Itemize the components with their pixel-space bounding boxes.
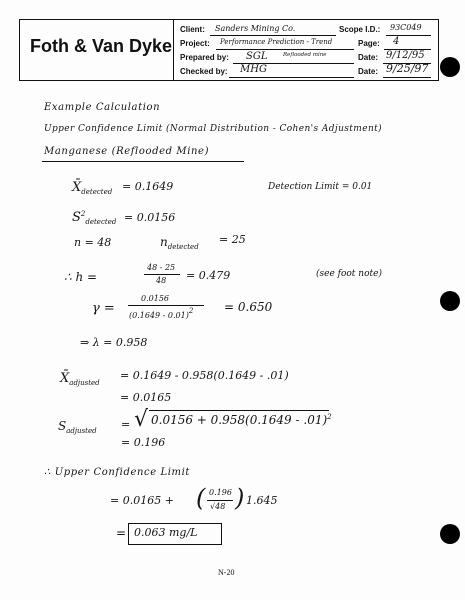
- title-ucl: Upper Confidence Limit (Normal Distribution - Cohen's Adjustment): [44, 124, 383, 134]
- n-detected-symbol: $n_{detected}$: [160, 235, 199, 251]
- page-number: N-20: [218, 568, 235, 577]
- xbar-adjusted-result: = 0.0165: [120, 391, 172, 404]
- title-manganese: Manganese (Reflooded Mine): [44, 146, 210, 157]
- result-equals: =: [116, 526, 127, 540]
- page-value: 4: [393, 36, 400, 47]
- s2-detected-value: = 0.0156: [124, 211, 176, 224]
- n-detected-value: = 25: [219, 233, 246, 246]
- project-label: Project:: [180, 39, 210, 48]
- h-footnote: (see foot note): [316, 269, 382, 279]
- page-label: Page:: [358, 39, 380, 48]
- s2-detected-symbol: $S^2_{detected}$: [72, 210, 117, 226]
- punch-hole-top: [440, 57, 460, 77]
- prepared-label: Prepared by:: [180, 53, 229, 62]
- ucl-result: 0.063 mg/L: [134, 526, 198, 539]
- client-underline: [210, 35, 336, 36]
- detection-limit: Detection Limit = 0.01: [268, 182, 373, 192]
- xbar-adjusted-symbol: $X̄_{adjusted}$: [60, 371, 100, 387]
- gamma-result: = 0.650: [224, 300, 273, 314]
- sqrt-sign: √: [134, 407, 149, 432]
- lambda-line: ⇒ λ = 0.958: [80, 336, 148, 349]
- date1-value: 9/12/95: [386, 50, 425, 61]
- scope-label: Scope I.D.:: [339, 25, 381, 34]
- date2-underline: [383, 77, 431, 78]
- title-underline: [42, 161, 244, 162]
- company-name: Foth & Van Dyke: [30, 36, 173, 56]
- punch-hole-bottom: [440, 524, 460, 544]
- date1-label: Date:: [358, 53, 379, 62]
- s-adjusted-symbol: $S_{adjusted}$: [58, 419, 97, 435]
- project-note: Reflooded mine: [283, 52, 327, 58]
- gamma-prefix: γ =: [92, 301, 115, 316]
- gamma-denominator: (0.1649 - 0.01)$^2$: [129, 307, 194, 320]
- ucl-fraction-numerator: 0.196: [209, 488, 232, 497]
- h-prefix: ∴ h =: [64, 270, 98, 284]
- gamma-numerator: 0.0156: [141, 294, 169, 303]
- s-adjusted-equals: =: [121, 418, 131, 431]
- title-example: Example Calculation: [44, 102, 161, 113]
- punch-hole-middle: [440, 291, 460, 311]
- client-label: Client:: [180, 25, 205, 34]
- prepared-value: SGL: [246, 51, 268, 62]
- ucl-label: ∴ Upper Confidence Limit: [44, 467, 191, 478]
- s-adjusted-expression: 0.0156 + 0.958(0.1649 - .01)$^2$: [151, 413, 332, 427]
- ucl-expression: = 0.0165 +: [110, 494, 174, 507]
- client-value: Sanders Mining Co.: [215, 24, 296, 33]
- xbar-detected-value: = 0.1649: [122, 180, 174, 193]
- checked-value: MHG: [240, 64, 267, 75]
- project-value: Performance Prediction - Trend: [220, 38, 333, 46]
- gamma-fraction-bar: [128, 305, 204, 306]
- date2-value: 9/25/97: [386, 62, 429, 75]
- ucl-fraction-denominator: √48: [210, 502, 226, 511]
- ucl-paren-open: (: [196, 484, 206, 512]
- ucl-paren-close: ): [235, 484, 245, 512]
- date2-label: Date:: [358, 67, 379, 76]
- xbar-detected-symbol: $X̄_{detected}$: [72, 180, 113, 196]
- xbar-adjusted-expression: = 0.1649 - 0.958(0.1649 - .01): [120, 369, 289, 382]
- h-numerator: 48 - 25: [147, 263, 176, 272]
- ucl-fraction-bar: [207, 500, 233, 501]
- sqrt-bar: [149, 410, 329, 411]
- checked-label: Checked by:: [180, 67, 228, 76]
- ucl-multiplier: 1.645: [246, 494, 278, 507]
- scope-value: 93C049: [390, 23, 422, 32]
- s-adjusted-result: = 0.196: [121, 436, 166, 449]
- project-underline: [216, 49, 354, 50]
- h-denominator: 48: [156, 276, 167, 285]
- h-result: = 0.479: [186, 269, 231, 282]
- h-fraction-bar: [144, 274, 180, 275]
- header-divider: [173, 19, 174, 80]
- n-line: n = 48: [74, 236, 112, 249]
- checked-underline: [229, 77, 354, 78]
